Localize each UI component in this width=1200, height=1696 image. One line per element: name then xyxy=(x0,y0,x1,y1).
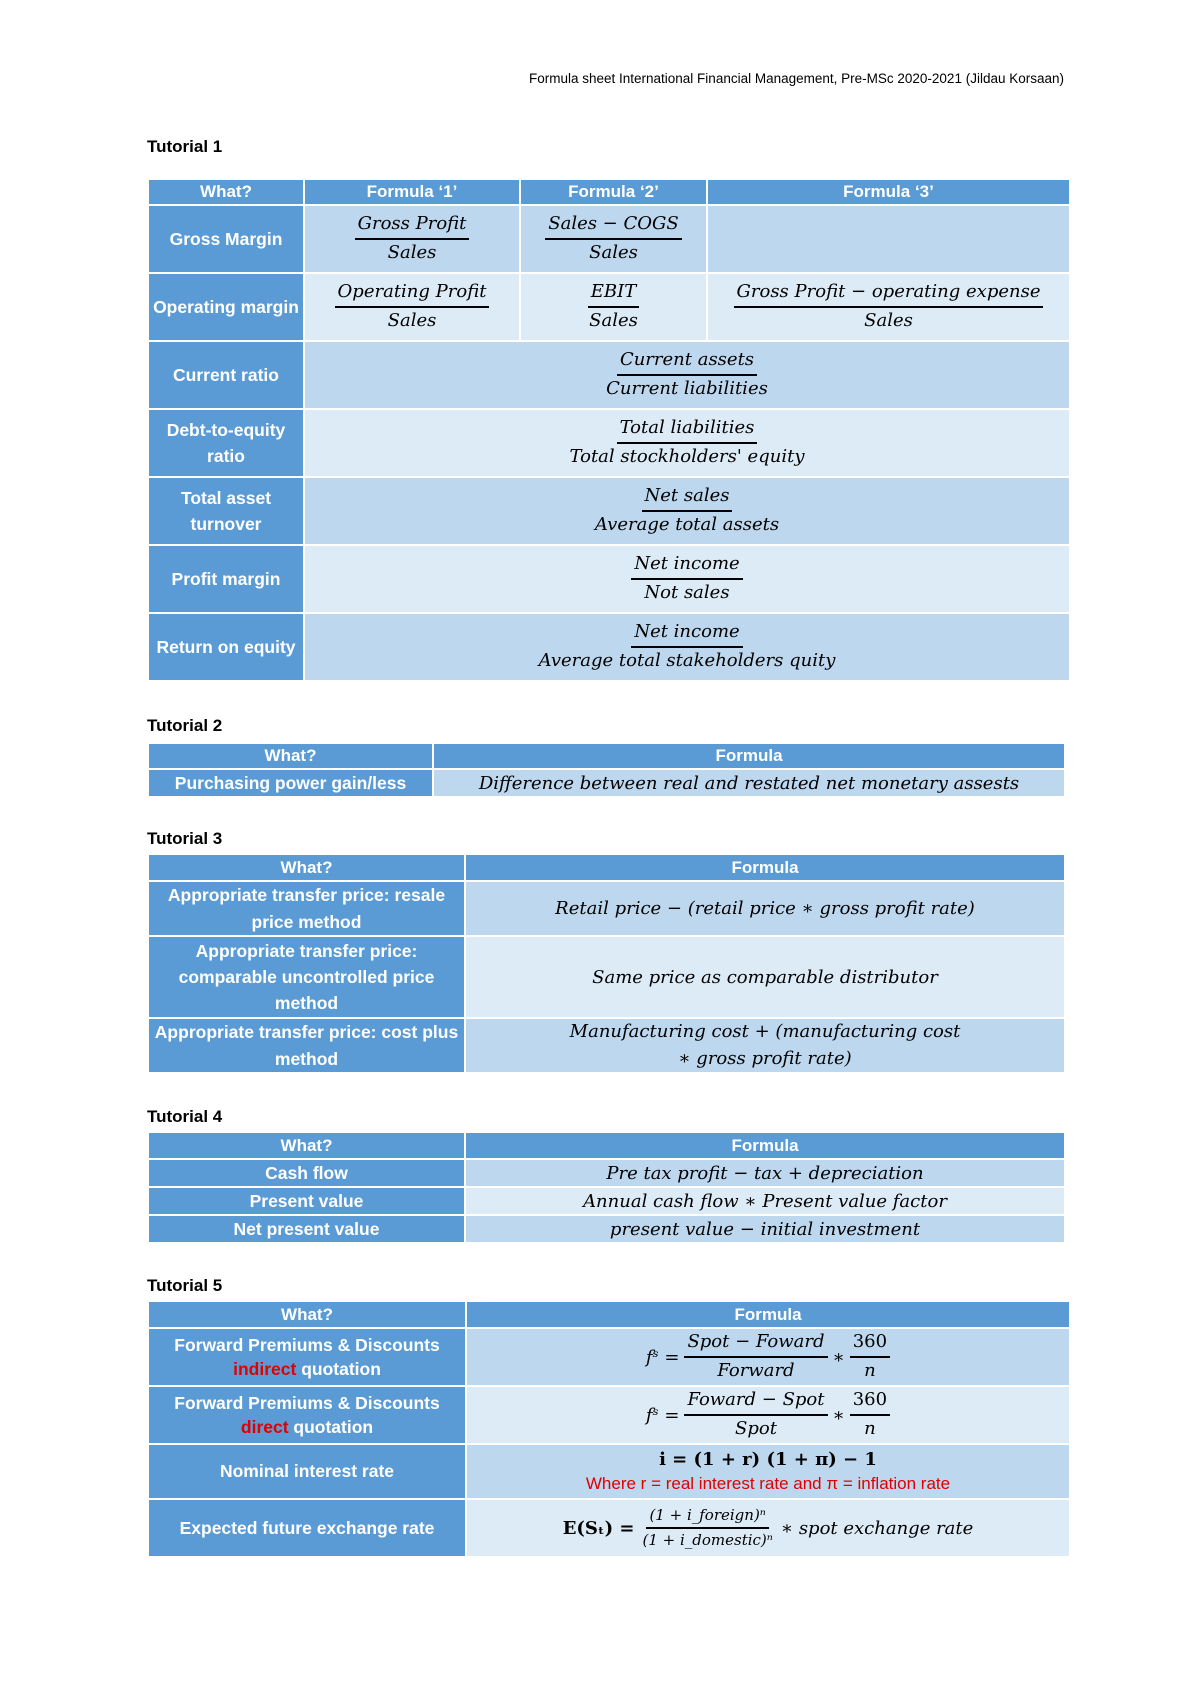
formula: i = (1 + r) (1 + π) − 1 Where r = real interest rate and π = inflation rate xyxy=(466,1444,1070,1499)
direct-highlight: direct xyxy=(240,1417,289,1437)
table-row xyxy=(148,1187,1065,1215)
table-row xyxy=(148,477,1070,545)
table-row xyxy=(148,273,1070,341)
page-header: Formula sheet International Financial Management, Pre-MSc 2020-2021 (Jildau Korsaan) xyxy=(528,71,1064,86)
col-header: Formula xyxy=(465,1132,1065,1159)
tutorial-1-title: Tutorial 1 xyxy=(147,137,223,156)
formula: $\frac{\text{Net income}}{\text{Not sales}}$ xyxy=(631,554,742,603)
row-label: Profit margin xyxy=(148,545,304,613)
tutorial-5-table xyxy=(147,1300,1071,1558)
col-header: Formula xyxy=(433,743,1065,769)
tutorial-4-table xyxy=(147,1131,1066,1244)
row-label: Forward Premiums & Discounts direct quotation xyxy=(148,1386,466,1444)
row-label: Purchasing power gain/less xyxy=(148,769,433,797)
col-header: Formula ‘3’ xyxy=(707,179,1070,205)
formula: $\frac{\text{Total liabilities}}{\text{Total stockholders' equity}}$ xyxy=(569,417,805,467)
row-label: Cash flow xyxy=(148,1159,465,1187)
col-header: Formula xyxy=(465,854,1065,881)
table-row xyxy=(148,1386,1070,1444)
tutorial-3-title: Tutorial 3 xyxy=(147,829,223,848)
table-row xyxy=(148,1328,1070,1386)
col-header: What? xyxy=(148,1301,466,1328)
row-label: Net present value xyxy=(148,1215,465,1243)
table-row xyxy=(148,1159,1065,1187)
formula: present value − initial investment xyxy=(465,1215,1065,1243)
table-row xyxy=(148,545,1070,613)
col-header: What? xyxy=(148,743,433,769)
col-header: What? xyxy=(148,854,465,881)
tutorial-2-title: Tutorial 2 xyxy=(147,716,223,735)
row-label: Operating margin xyxy=(148,273,304,341)
table-row xyxy=(148,341,1070,409)
col-header: What? xyxy=(148,179,304,205)
table-row xyxy=(148,1215,1065,1243)
formula: Manufacturing cost + (manufacturing cost ∗ gross profit rate) xyxy=(465,1018,1065,1073)
formula: $\frac{\text{Sales − COGS}}{\text{Sales}}$ xyxy=(545,214,681,263)
formula: fˢ = $\frac{\text{Spot − Foward}}{\text{Forward}}$ ∗ $\frac{360}{n}$ xyxy=(466,1328,1070,1386)
tutorial-1-table xyxy=(147,178,1071,682)
formula: Pre tax profit − tax + depreciation xyxy=(465,1159,1065,1187)
table-row xyxy=(148,1444,1070,1499)
formula: $\frac{\text{Gross Profit}}{\text{Sales}}$ xyxy=(355,214,470,263)
formula: $\frac{\text{EBIT}}{\text{Sales}}$ xyxy=(589,281,638,331)
indirect-highlight: indirect xyxy=(233,1359,297,1379)
col-header: What? xyxy=(148,1132,465,1159)
tutorial-4-title: Tutorial 4 xyxy=(147,1107,223,1126)
formula: fˢ = $\frac{\text{Foward − Spot}}{\text{Spot}}$ ∗ $\frac{360}{n}$ xyxy=(466,1386,1070,1444)
formula: Same price as comparable distributor xyxy=(465,936,1065,1018)
table-row xyxy=(148,881,1065,936)
col-header: Formula ‘2’ xyxy=(520,179,707,205)
table-row xyxy=(148,1018,1065,1073)
formula: Retail price − (retail price ∗ gross profit rate) xyxy=(465,881,1065,936)
row-label: Gross Margin xyxy=(148,205,304,273)
row-label: Nominal interest rate xyxy=(148,1444,466,1499)
empty-cell xyxy=(707,205,1070,273)
formula: Annual cash flow ∗ Present value factor xyxy=(465,1187,1065,1215)
formula: Difference between real and restated net monetary assests xyxy=(433,769,1065,797)
table-row xyxy=(148,769,1065,797)
table-row xyxy=(148,936,1065,1018)
formula: $\frac{\text{Net sales}}{\text{Average total assets}}$ xyxy=(594,485,780,535)
row-label: Return on equity xyxy=(148,613,304,681)
formula: $\frac{\text{Operating Profit}}{\text{Sales}}$ xyxy=(335,282,490,331)
row-label: Total asset turnover xyxy=(148,477,304,545)
tutorial-2-table xyxy=(147,742,1066,798)
table-row xyxy=(148,409,1070,477)
formula-note: Where r = real interest rate and π = inflation rate xyxy=(585,1474,951,1494)
col-header: Formula ‘1’ xyxy=(304,179,520,205)
table-row xyxy=(148,205,1070,273)
tutorial-5-title: Tutorial 5 xyxy=(147,1276,223,1295)
tutorial-3-table xyxy=(147,853,1066,1074)
row-label: Current ratio xyxy=(148,341,304,409)
row-label: Present value xyxy=(148,1187,465,1215)
row-label: Expected future exchange rate xyxy=(148,1499,466,1557)
row-label: Appropriate transfer price: comparable uncontrolled price method xyxy=(148,936,465,1018)
row-label: Appropriate transfer price: resale price method xyxy=(148,881,465,936)
formula: $\frac{\text{Net income}}{\text{Average total stakeholders quity}}$ xyxy=(538,621,836,671)
formula: E(Sₜ) = $\frac{\text{(1 + i\_foreign)ⁿ}}{\text{(1 + i\_domestic)ⁿ}}$ ∗ spot exchange rate xyxy=(466,1499,1070,1557)
table-row xyxy=(148,1499,1070,1557)
formula: $\frac{\text{Current assets}}{\text{Current liabilities}}$ xyxy=(606,349,768,399)
formula: $\frac{\text{Gross Profit − operating expense}}{\text{Sales}}$ xyxy=(734,282,1044,331)
row-label: Appropriate transfer price: cost plus method xyxy=(148,1018,465,1073)
col-header: Formula xyxy=(466,1301,1070,1328)
row-label: Debt-to-equity ratio xyxy=(148,409,304,477)
table-row xyxy=(148,613,1070,681)
row-label: Forward Premiums & Discounts indirect quotation xyxy=(148,1328,466,1386)
